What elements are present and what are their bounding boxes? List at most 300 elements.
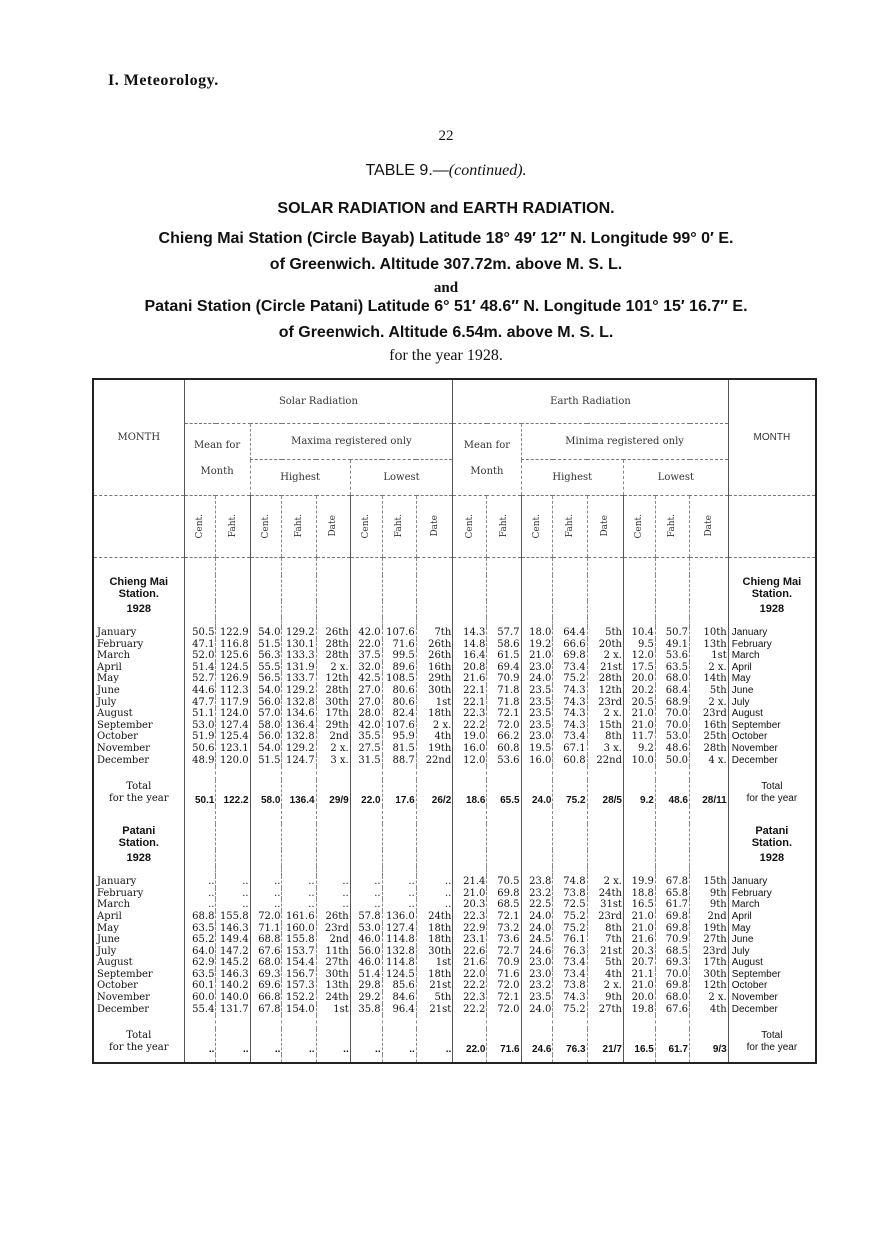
station-name-left [93,824,184,850]
blank-cell [316,617,350,627]
data-cell: .. [316,899,350,911]
data-cell: 46.0 [350,934,382,946]
data-cell: 22nd [587,755,623,767]
data-cell: 65.2 [184,934,216,946]
data-cell: 117.9 [216,697,250,709]
data-cell: 66.6 [553,639,587,651]
blank-cell [453,1015,487,1029]
table-row [93,899,816,911]
table-row [93,911,816,923]
total-cell: .. [382,1029,416,1055]
data-cell: 22.2 [453,1004,487,1016]
data-cell: 51.5 [250,755,282,767]
blank-cell [587,824,623,850]
station-year-left: 1928 [126,852,152,865]
data-cell: 76.1 [553,934,587,946]
blank-cell [316,557,350,575]
table-title: SOLAR RADIATION and EARTH RADIATION. [277,200,615,217]
data-cell: 9th [690,899,729,911]
data-cell: 154.4 [282,957,316,969]
maxima-header: Maxima registered only [250,423,453,459]
unit-header-faht [655,495,689,557]
unit-header-cent [623,495,655,557]
table-row [93,685,816,697]
data-cell: 53.6 [655,650,689,662]
data-cell: 156.7 [282,969,316,981]
data-cell: 75.2 [553,1004,587,1016]
blank-cell [382,617,416,627]
blank-cell [93,1055,184,1063]
month-label-right: December [728,1004,816,1016]
blank-cell [282,806,316,824]
data-cell: 46.0 [350,957,382,969]
blank-cell [282,1015,316,1029]
data-cell: 132.8 [382,946,416,958]
blank-cell [587,766,623,780]
month-label-right: February [728,888,816,900]
month-label-left: November [97,742,150,754]
data-cell: 146.3 [216,969,250,981]
unit-label: Faht. [564,514,575,538]
data-cell: 67.1 [553,743,587,755]
data-cell: 29.8 [350,980,382,992]
blank-cell [416,1055,453,1063]
data-cell: 2 x. [690,697,729,709]
blank-cell [587,617,623,627]
data-cell: 48.9 [184,755,216,767]
blank-cell [623,1015,655,1029]
table-row [93,934,816,946]
data-cell: 29th [316,720,350,732]
blank-cell [521,557,553,575]
data-cell: 88.7 [382,755,416,767]
blank-cell [250,575,282,601]
station-year-right: 1928 [728,850,816,866]
data-cell: 81.5 [382,743,416,755]
data-cell: 21.0 [453,888,487,900]
unit-label: Cent. [464,513,475,539]
data-cell: 24th [316,992,350,1004]
blank-cell [316,575,350,601]
table-row [93,662,816,674]
blank-cell [690,575,729,601]
data-cell: 129.2 [282,685,316,697]
data-cell: 69.4 [487,662,521,674]
data-cell: 124.0 [216,708,250,720]
data-cell: 21st [587,662,623,674]
month-label-left: April [97,661,122,673]
blank-cell [282,601,316,617]
data-cell: 68.0 [655,992,689,1004]
data-cell: 48.6 [655,743,689,755]
data-cell: 96.4 [382,1004,416,1016]
table-row [93,755,816,767]
data-cell: 2nd [316,934,350,946]
blank-cell [487,824,521,850]
station-header-row [93,575,816,601]
data-cell: 72.0 [250,911,282,923]
data-cell: 54.0 [250,743,282,755]
table-row [93,650,816,662]
data-cell: 22.3 [453,992,487,1004]
earth-mean-month: Month [470,466,504,477]
data-cell: 20.0 [623,673,655,685]
data-cell: 114.8 [382,957,416,969]
data-cell: 68.9 [655,697,689,709]
unit-label: Date [703,515,714,537]
station1-line1: Chieng Mai Station (Circle Bayab) Latitude 18° 49′ 12″ N. Longitude 99° 0′ E. [158,230,734,247]
data-cell: 107.6 [382,627,416,639]
data-cell: 73.6 [487,934,521,946]
blank-cell [690,557,729,575]
unit-header-faht [382,495,416,557]
data-cell: 19.5 [521,743,553,755]
data-cell: 68.5 [487,899,521,911]
data-cell: 4th [587,969,623,981]
blank-cell [453,850,487,866]
unit-label: Faht. [294,514,305,538]
data-cell: 30th [316,969,350,981]
unit-label: Faht. [228,514,238,538]
data-cell: 16.4 [453,650,487,662]
month-label-left: August [97,957,133,969]
table-row [93,888,816,900]
blank-cell [623,766,655,780]
radiation-table [92,378,817,1064]
month-label-left: June [97,934,120,946]
data-cell: 22.5 [521,899,553,911]
table-row [93,1004,816,1016]
data-cell: 23.1 [453,934,487,946]
total-cell: .. [282,1029,316,1055]
data-cell: 35.8 [350,1004,382,1016]
blank-cell [453,1055,487,1063]
unit-header-cent [350,495,382,557]
data-cell: 2 x. [690,992,729,1004]
blank-cell [655,1015,689,1029]
blank-cell [521,575,553,601]
data-cell: 30th [690,969,729,981]
blank-cell [655,866,689,876]
blank-cell [416,824,453,850]
data-cell: 4 x. [690,755,729,767]
blank-cell [184,850,216,866]
data-cell: 51.4 [184,662,216,674]
month-header-right: MONTH [728,379,816,495]
data-cell: 50.5 [184,627,216,639]
total-label-right [728,1029,816,1055]
data-cell: 66.8 [250,992,282,1004]
blank-cell [587,601,623,617]
data-cell: 30th [316,697,350,709]
data-cell: 23rd [690,708,729,720]
data-cell: 21.1 [623,969,655,981]
data-cell: 56.0 [350,946,382,958]
data-cell: 75.2 [553,911,587,923]
blank-cell [184,1055,216,1063]
data-cell: 23.5 [521,708,553,720]
data-cell: 9th [690,888,729,900]
data-cell: 74.3 [553,992,587,1004]
data-cell: 132.8 [282,697,316,709]
table-continued: (continued). [448,162,527,179]
blank-cell [316,806,350,824]
data-cell: 21.0 [623,911,655,923]
spacer-row [93,1015,816,1029]
unit-label: Date [600,515,611,537]
total-cell: 75.2 [553,780,587,806]
data-cell: 108.5 [382,673,416,685]
table-row [93,627,816,639]
data-cell: 37.5 [350,650,382,662]
data-cell: 23.5 [521,992,553,1004]
data-cell: 19.0 [453,731,487,743]
data-cell: 99.5 [382,650,416,662]
total-cell: 65.5 [487,780,521,806]
data-cell: 1st [316,1004,350,1016]
data-cell: 21.0 [623,720,655,732]
blank-cell [184,575,216,601]
blank-cell [93,766,184,780]
data-cell: 24.0 [521,673,553,685]
data-cell: 20.3 [623,946,655,958]
data-cell: 122.9 [216,627,250,639]
data-cell: 23.2 [521,980,553,992]
unit-header-date [690,495,729,557]
data-cell: 56.0 [250,697,282,709]
data-cell: 70.9 [487,957,521,969]
blank-cell [655,766,689,780]
blank-cell [382,850,416,866]
blank-cell [453,766,487,780]
blank-cell [553,824,587,850]
month-label-left: October [97,731,138,743]
blank-cell [93,617,184,627]
data-cell: 65.8 [655,888,689,900]
month-label-left: July [97,945,117,957]
data-cell: 22.0 [350,639,382,651]
data-cell: 73.8 [553,888,587,900]
data-cell: 21.0 [623,923,655,935]
month-label-right: September [728,969,816,981]
data-cell: 125.4 [216,731,250,743]
station-name-right [728,575,816,601]
station2-line2: of Greenwich. Altitude 6.54m. above M. S. L. [278,324,614,341]
data-cell: 127.4 [382,923,416,935]
data-cell: 24.0 [521,1004,553,1016]
total-cell: 71.6 [487,1029,521,1055]
data-cell: 53.0 [350,923,382,935]
total-cell: 17.6 [382,780,416,806]
table-row [93,731,816,743]
blank-cell [93,806,184,824]
total-cell: 16.5 [623,1029,655,1055]
total-cell: 50.1 [184,780,216,806]
data-cell: 67.6 [250,946,282,958]
data-cell: 8th [587,923,623,935]
blank-cell [487,850,521,866]
blank-cell [453,601,487,617]
blank-cell [282,766,316,780]
data-cell: .. [416,899,453,911]
blank-cell [487,601,521,617]
month-label-right: March [728,650,816,662]
data-cell: 21.4 [453,876,487,888]
data-cell: 68.0 [655,673,689,685]
blank-cell [655,824,689,850]
data-cell: 56.0 [250,731,282,743]
blank-cell [184,766,216,780]
blank-cell [350,850,382,866]
month-label-right: January [728,876,816,888]
table-row [93,957,816,969]
unit-header-faht [282,495,316,557]
data-cell: 70.5 [487,876,521,888]
data-cell: 67.8 [250,1004,282,1016]
blank-cell [487,575,521,601]
data-cell: 20.2 [623,685,655,697]
unit-header-cent [453,495,487,557]
blank-cell [623,866,655,876]
blank-cell [282,557,316,575]
data-cell: 50.0 [655,755,689,767]
blank-cell [487,557,521,575]
blank-cell [728,557,816,575]
data-cell: 107.6 [382,720,416,732]
station-name: Patani [122,825,156,838]
total-label-left [93,1029,184,1055]
data-cell: 129.2 [282,627,316,639]
data-cell: .. [216,888,250,900]
data-cell: 24.5 [521,934,553,946]
blank-cell [453,806,487,824]
blank-cell [521,866,553,876]
data-cell: 69.3 [655,957,689,969]
total-cell: 9/3 [690,1029,729,1055]
data-cell: 47.1 [184,639,216,651]
data-cell: 127.4 [216,720,250,732]
data-cell: 31st [587,899,623,911]
data-cell: 20.3 [453,899,487,911]
blank-cell [623,806,655,824]
blank-cell [587,850,623,866]
data-cell: 42.0 [350,720,382,732]
data-cell: 27.5 [350,743,382,755]
total-cell: 58.0 [250,780,282,806]
data-cell: 72.1 [487,992,521,1004]
data-cell: 74.3 [553,708,587,720]
data-cell: 28th [690,743,729,755]
data-cell: 4th [416,731,453,743]
unit-label: Cent. [195,513,205,539]
data-cell: .. [382,876,416,888]
data-cell: 136.4 [282,720,316,732]
data-cell: 11th [316,946,350,958]
data-cell: .. [216,899,250,911]
data-cell: 22.6 [453,946,487,958]
data-cell: 50.6 [184,743,216,755]
blank-cell [487,866,521,876]
data-cell: 60.8 [553,755,587,767]
data-cell: 3 x. [587,743,623,755]
blank-cell [282,850,316,866]
blank-cell [350,824,382,850]
total-cell: 122.2 [216,780,250,806]
month-label-right: November [728,743,816,755]
station-name: Chieng Mai [109,576,169,588]
data-cell: .. [382,888,416,900]
data-cell: .. [216,876,250,888]
data-cell: 54.0 [250,685,282,697]
blank-cell [553,766,587,780]
data-cell: 84.6 [382,992,416,1004]
data-cell: 73.4 [553,731,587,743]
month-label-right: October [728,731,816,743]
blank-cell [184,866,216,876]
blank-cell [587,1015,623,1029]
data-cell: 23.0 [521,662,553,674]
table-row [93,720,816,732]
total-cell: .. [316,1029,350,1055]
blank-cell [184,824,216,850]
unit-header-cent [250,495,282,557]
table-row [93,969,816,981]
data-cell: 73.4 [553,969,587,981]
data-cell: 21.6 [453,957,487,969]
blank-cell [316,824,350,850]
total-label-line: Total [761,781,783,793]
data-cell: 130.1 [282,639,316,651]
blank-cell [655,850,689,866]
blank-cell [250,824,282,850]
data-cell: 24.0 [521,911,553,923]
data-cell: 72.0 [487,980,521,992]
month-label-left: August [97,708,133,720]
data-cell: 2nd [690,911,729,923]
blank-cell [487,1015,521,1029]
blank-cell [250,850,282,866]
data-cell: 131.7 [216,1004,250,1016]
data-cell: 22.2 [453,720,487,732]
station-name: Patani [755,825,789,838]
blank-cell [553,601,587,617]
data-cell: 71.6 [487,969,521,981]
data-cell: 9th [587,992,623,1004]
month-label-right: December [728,755,816,767]
data-cell: 53.6 [487,755,521,767]
blank-cell [350,766,382,780]
total-cell: 28/5 [587,780,623,806]
data-cell: 20.5 [623,697,655,709]
data-cell: 20.0 [623,992,655,1004]
data-cell: 154.0 [282,1004,316,1016]
data-cell: 68.8 [250,934,282,946]
data-cell: .. [184,899,216,911]
data-cell: 74.3 [553,685,587,697]
data-cell: 57.0 [250,708,282,720]
data-cell: .. [282,899,316,911]
blank-cell [453,617,487,627]
month-label-left: July [97,696,117,708]
data-cell: 70.0 [655,720,689,732]
data-cell: 23.5 [521,697,553,709]
blank-cell [587,557,623,575]
data-cell: 55.4 [184,1004,216,1016]
blank-cell [623,1055,655,1063]
blank-cell [416,850,453,866]
blank-cell [350,617,382,627]
data-cell: 47.7 [184,697,216,709]
